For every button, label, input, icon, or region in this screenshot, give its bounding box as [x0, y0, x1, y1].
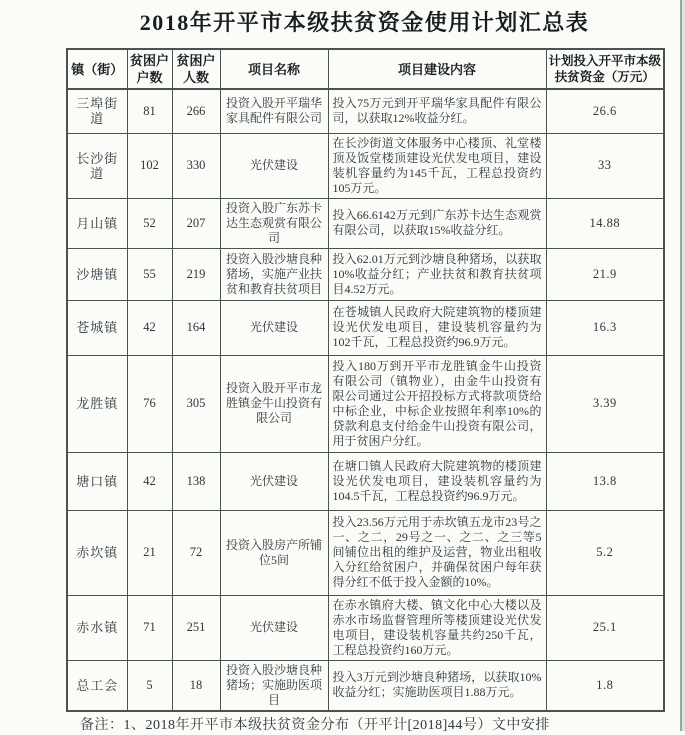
cell-project-content: 在长沙街道文体服务中心楼顶、礼堂楼顶及饭堂楼顶建设光伏发电项目，建设装机容量约为145千瓦，工程总投资约105万元。 — [328, 133, 546, 198]
cell-amount: 33 — [546, 133, 664, 198]
header-project-name: 项目名称 — [220, 49, 328, 89]
cell-people: 18 — [172, 660, 220, 711]
page-title: 2018年开平市本级扶贫资金使用计划汇总表 — [139, 10, 590, 35]
cell-project-name: 投资入股沙塘良种猪场，实施产业扶贫和教育扶贫项目 — [220, 248, 328, 300]
cell-households: 52 — [127, 198, 172, 248]
cell-amount: 13.8 — [546, 452, 664, 510]
cell-project-name: 投资入股开平瑞华家具配件有限公司 — [220, 89, 328, 133]
cell-amount: 25.1 — [546, 595, 664, 660]
cell-people: 207 — [172, 198, 220, 248]
cell-amount: 26.6 — [546, 89, 664, 133]
cell-households: 21 — [127, 510, 172, 595]
cell-people: 164 — [172, 300, 220, 355]
table-row — [67, 89, 664, 133]
cell-project-content: 投入180万到开平市龙胜镇金牛山投资有限公司（镇物业），由金牛山投资有限公司通过公开招投标方式将款项贷给中标企业，中标企业按照年利率10%的贷款利息支付给金牛山投资有限公司，用于贫困户分红。 — [328, 355, 546, 452]
cell-households: 71 — [127, 595, 172, 660]
cell-amount: 14.88 — [546, 198, 664, 248]
cell-amount: 1.8 — [546, 660, 664, 711]
table-row — [67, 198, 664, 248]
cell-project-content: 投入66.6142万元到广东苏卡达生态观赏有限公司，以获取15%收益分红。 — [328, 198, 546, 248]
footnote: 备注：1、2018年开平市本级扶贫资金分布（开平计[2018]44号）文中安排 — [80, 718, 550, 733]
cell-households: 42 — [127, 452, 172, 510]
table-row — [67, 355, 664, 452]
page-edge-line — [680, 0, 682, 731]
cell-people: 330 — [172, 133, 220, 198]
table-row — [67, 660, 664, 711]
cell-town: 月山镇 — [67, 198, 127, 248]
table-row — [67, 300, 664, 355]
cell-households: 76 — [127, 355, 172, 452]
cell-project-content: 在赤水镇府大楼、镇文化中心大楼以及赤水市场监督管理所等楼顶建设光伏发电项目，建设装机容量共约250千瓦，工程总投资约160万元。 — [328, 595, 546, 660]
cell-town: 沙塘镇 — [67, 248, 127, 300]
cell-project-content: 投入75万元到开平瑞华家具配件有限公司，以获取12%收益分红。 — [328, 89, 546, 133]
fund-summary-table — [66, 48, 665, 712]
cell-project-content: 在苍城镇人民政府大院建筑物的楼顶建设光伏发电项目，建设装机容量约为102千瓦，工程总投资约96.9万元。 — [328, 300, 546, 355]
table-row — [67, 133, 664, 198]
cell-households: 102 — [127, 133, 172, 198]
cell-people: 305 — [172, 355, 220, 452]
cell-amount: 3.39 — [546, 355, 664, 452]
cell-households: 42 — [127, 300, 172, 355]
cell-town: 龙胜镇 — [67, 355, 127, 452]
cell-people: 219 — [172, 248, 220, 300]
cell-project-name: 光伏建设 — [220, 595, 328, 660]
cell-amount: 5.2 — [546, 510, 664, 595]
cell-project-name: 投资入股房产所铺位5间 — [220, 510, 328, 595]
cell-project-content: 投入62.01万元到沙塘良种猪场，以获取10%收益分红；产业扶贫和教育扶贫项目4.52万元。 — [328, 248, 546, 300]
cell-households: 5 — [127, 660, 172, 711]
cell-project-name: 光伏建设 — [220, 452, 328, 510]
header-town: 镇（街） — [67, 49, 127, 89]
cell-amount: 21.9 — [546, 248, 664, 300]
cell-amount: 16.3 — [546, 300, 664, 355]
table-row — [67, 248, 664, 300]
cell-town: 总工会 — [67, 660, 127, 711]
cell-town: 三埠街道 — [67, 89, 127, 133]
cell-project-name: 投资入股开平市龙胜镇金牛山投资有限公司 — [220, 355, 328, 452]
cell-households: 55 — [127, 248, 172, 300]
cell-people: 251 — [172, 595, 220, 660]
cell-households: 81 — [127, 89, 172, 133]
cell-project-content: 投入23.56万元用于赤坎镇五龙市23号之一、之二，29号之一、之二、之三等5间铺位出租的维护及运营，物业出租收入分红给贫困户，并确保贫困户每年获得分红不低于投入金额的10%。 — [328, 510, 546, 595]
table-row — [67, 510, 664, 595]
cell-project-content: 在塘口镇人民政府大院建筑物的楼顶建设光伏发电项目，建设装机容量约为104.5千瓦，工程总投资约96.9万元。 — [328, 452, 546, 510]
table-header-row — [67, 49, 664, 89]
header-poor-people: 贫困户人数 — [172, 49, 220, 89]
cell-town: 苍城镇 — [67, 300, 127, 355]
cell-town: 赤坎镇 — [67, 510, 127, 595]
table-row — [67, 452, 664, 510]
cell-people: 266 — [172, 89, 220, 133]
header-planned-amount: 计划投入开平市本级扶贫资金（万元） — [546, 49, 664, 89]
cell-project-content: 投入3万元到沙塘良种猪场，以获取10%收益分红；实施助医项目1.88万元。 — [328, 660, 546, 711]
cell-town: 长沙街道 — [67, 133, 127, 198]
cell-town: 赤水镇 — [67, 595, 127, 660]
cell-project-name: 投资入股广东苏卡达生态观赏有限公司 — [220, 198, 328, 248]
table-row — [67, 595, 664, 660]
cell-project-name: 投资入股沙塘良种猪场；实施助医项目 — [220, 660, 328, 711]
cell-people: 72 — [172, 510, 220, 595]
cell-people: 138 — [172, 452, 220, 510]
cell-town: 塘口镇 — [67, 452, 127, 510]
cell-project-name: 光伏建设 — [220, 133, 328, 198]
header-project-content: 项目建设内容 — [328, 49, 546, 89]
cell-project-name: 光伏建设 — [220, 300, 328, 355]
header-poor-households: 贫困户户数 — [127, 49, 172, 89]
